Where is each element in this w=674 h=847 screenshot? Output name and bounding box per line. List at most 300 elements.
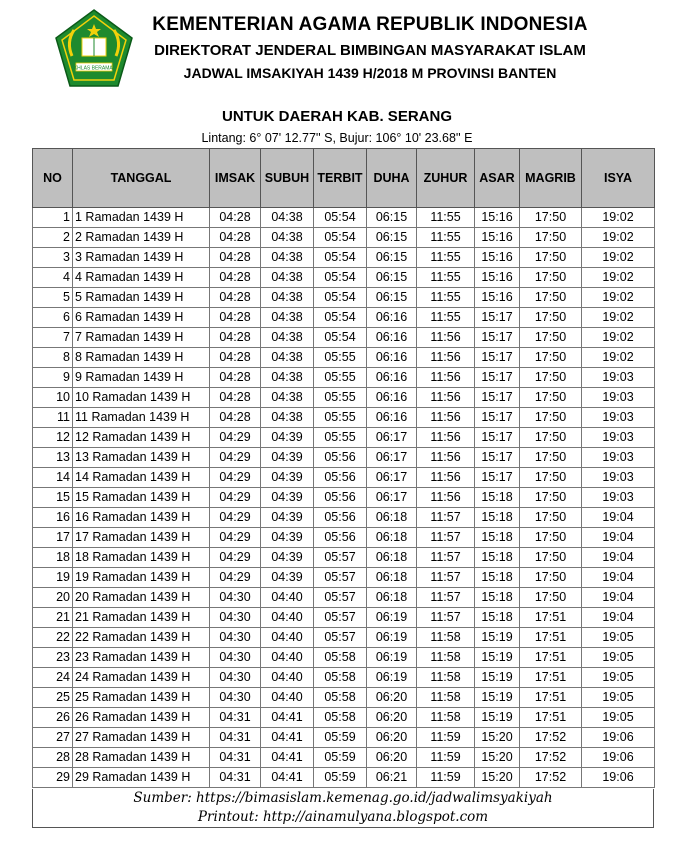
cell-duha: 06:16 [367, 408, 417, 428]
cell-imsak: 04:31 [210, 768, 261, 788]
cell-no: 8 [33, 348, 73, 368]
cell-terbit: 05:54 [314, 308, 367, 328]
cell-magrib: 17:50 [520, 388, 582, 408]
table-row [33, 588, 655, 608]
cell-subuh: 04:38 [261, 248, 314, 268]
cell-imsak: 04:28 [210, 248, 261, 268]
cell-isya: 19:04 [582, 588, 655, 608]
cell-subuh: 04:38 [261, 388, 314, 408]
source-note: Sumber: https://bimasislam.kemenag.go.id/jadwalimsyakiyah [133, 790, 553, 806]
cell-terbit: 05:54 [314, 208, 367, 228]
table-row [33, 208, 655, 228]
cell-no: 20 [33, 588, 73, 608]
cell-tanggal: 19 Ramadan 1439 H [73, 568, 210, 588]
table-row [33, 768, 655, 788]
col-header-terbit: TERBIT [314, 149, 367, 208]
cell-imsak: 04:30 [210, 588, 261, 608]
table-row [33, 248, 655, 268]
cell-terbit: 05:55 [314, 388, 367, 408]
col-header-isya: ISYA [582, 149, 655, 208]
cell-zuhur: 11:57 [417, 548, 475, 568]
cell-no: 19 [33, 568, 73, 588]
cell-terbit: 05:54 [314, 288, 367, 308]
cell-asar: 15:17 [475, 308, 520, 328]
cell-terbit: 05:57 [314, 588, 367, 608]
cell-magrib: 17:50 [520, 528, 582, 548]
cell-asar: 15:18 [475, 528, 520, 548]
cell-isya: 19:03 [582, 428, 655, 448]
cell-zuhur: 11:57 [417, 588, 475, 608]
cell-duha: 06:18 [367, 588, 417, 608]
logo-motto: IKHLAS BERAMAL [72, 65, 116, 72]
cell-tanggal: 11 Ramadan 1439 H [73, 408, 210, 428]
ministry-title: KEMENTERIAN AGAMA REPUBLIK INDONESIA [152, 14, 588, 35]
cell-isya: 19:02 [582, 248, 655, 268]
cell-no: 28 [33, 748, 73, 768]
cell-isya: 19:05 [582, 668, 655, 688]
cell-magrib: 17:51 [520, 708, 582, 728]
cell-magrib: 17:50 [520, 348, 582, 368]
cell-no: 21 [33, 608, 73, 628]
cell-magrib: 17:50 [520, 488, 582, 508]
cell-no: 5 [33, 288, 73, 308]
cell-asar: 15:16 [475, 248, 520, 268]
cell-isya: 19:04 [582, 508, 655, 528]
cell-subuh: 04:38 [261, 308, 314, 328]
cell-imsak: 04:28 [210, 228, 261, 248]
cell-imsak: 04:30 [210, 608, 261, 628]
cell-duha: 06:16 [367, 348, 417, 368]
cell-magrib: 17:50 [520, 548, 582, 568]
cell-zuhur: 11:56 [417, 328, 475, 348]
cell-duha: 06:15 [367, 248, 417, 268]
cell-zuhur: 11:55 [417, 288, 475, 308]
cell-subuh: 04:38 [261, 368, 314, 388]
cell-magrib: 17:51 [520, 688, 582, 708]
cell-tanggal: 27 Ramadan 1439 H [73, 728, 210, 748]
cell-magrib: 17:50 [520, 288, 582, 308]
table-row [33, 428, 655, 448]
cell-no: 27 [33, 728, 73, 748]
cell-isya: 19:04 [582, 548, 655, 568]
cell-terbit: 05:55 [314, 368, 367, 388]
cell-tanggal: 18 Ramadan 1439 H [73, 548, 210, 568]
cell-no: 26 [33, 708, 73, 728]
schedule-title: JADWAL IMSAKIYAH 1439 H/2018 M PROVINSI BANTEN [183, 65, 557, 81]
cell-isya: 19:04 [582, 568, 655, 588]
cell-duha: 06:15 [367, 208, 417, 228]
cell-terbit: 05:56 [314, 468, 367, 488]
cell-duha: 06:19 [367, 608, 417, 628]
table-row [33, 608, 655, 628]
cell-imsak: 04:29 [210, 508, 261, 528]
cell-magrib: 17:50 [520, 368, 582, 388]
cell-zuhur: 11:56 [417, 348, 475, 368]
cell-subuh: 04:41 [261, 748, 314, 768]
cell-asar: 15:19 [475, 628, 520, 648]
region-title: UNTUK DAERAH KAB. SERANG [221, 108, 452, 125]
cell-terbit: 05:56 [314, 528, 367, 548]
table-row [33, 308, 655, 328]
cell-imsak: 04:28 [210, 408, 261, 428]
cell-subuh: 04:38 [261, 328, 314, 348]
cell-isya: 19:02 [582, 208, 655, 228]
cell-imsak: 04:28 [210, 268, 261, 288]
cell-subuh: 04:39 [261, 448, 314, 468]
cell-no: 22 [33, 628, 73, 648]
cell-subuh: 04:39 [261, 468, 314, 488]
cell-imsak: 04:28 [210, 348, 261, 368]
cell-asar: 15:17 [475, 408, 520, 428]
cell-no: 2 [33, 228, 73, 248]
cell-magrib: 17:50 [520, 268, 582, 288]
cell-no: 10 [33, 388, 73, 408]
cell-tanggal: 14 Ramadan 1439 H [73, 468, 210, 488]
cell-magrib: 17:51 [520, 608, 582, 628]
cell-asar: 15:18 [475, 488, 520, 508]
cell-no: 11 [33, 408, 73, 428]
cell-tanggal: 17 Ramadan 1439 H [73, 528, 210, 548]
cell-terbit: 05:58 [314, 668, 367, 688]
kemenag-logo-icon [52, 8, 136, 88]
cell-tanggal: 6 Ramadan 1439 H [73, 308, 210, 328]
cell-zuhur: 11:56 [417, 408, 475, 428]
cell-terbit: 05:59 [314, 768, 367, 788]
cell-isya: 19:02 [582, 268, 655, 288]
cell-asar: 15:19 [475, 708, 520, 728]
cell-isya: 19:04 [582, 528, 655, 548]
cell-magrib: 17:50 [520, 228, 582, 248]
cell-terbit: 05:54 [314, 248, 367, 268]
cell-asar: 15:16 [475, 228, 520, 248]
cell-zuhur: 11:55 [417, 228, 475, 248]
cell-tanggal: 3 Ramadan 1439 H [73, 248, 210, 268]
cell-imsak: 04:28 [210, 208, 261, 228]
cell-no: 3 [33, 248, 73, 268]
cell-tanggal: 2 Ramadan 1439 H [73, 228, 210, 248]
cell-magrib: 17:51 [520, 648, 582, 668]
cell-imsak: 04:30 [210, 628, 261, 648]
document-header [0, 0, 674, 148]
cell-isya: 19:05 [582, 708, 655, 728]
table-row [33, 728, 655, 748]
cell-isya: 19:03 [582, 488, 655, 508]
cell-duha: 06:17 [367, 468, 417, 488]
table-body [33, 208, 655, 788]
cell-no: 25 [33, 688, 73, 708]
cell-isya: 19:03 [582, 448, 655, 468]
table-header-row [33, 149, 655, 208]
cell-magrib: 17:50 [520, 248, 582, 268]
cell-zuhur: 11:58 [417, 688, 475, 708]
cell-asar: 15:19 [475, 648, 520, 668]
cell-magrib: 17:51 [520, 668, 582, 688]
cell-zuhur: 11:55 [417, 268, 475, 288]
cell-zuhur: 11:56 [417, 468, 475, 488]
cell-asar: 15:18 [475, 588, 520, 608]
cell-subuh: 04:40 [261, 648, 314, 668]
cell-duha: 06:19 [367, 648, 417, 668]
cell-tanggal: 24 Ramadan 1439 H [73, 668, 210, 688]
cell-imsak: 04:28 [210, 308, 261, 328]
cell-imsak: 04:28 [210, 388, 261, 408]
cell-isya: 19:02 [582, 328, 655, 348]
cell-zuhur: 11:57 [417, 508, 475, 528]
cell-isya: 19:03 [582, 468, 655, 488]
cell-zuhur: 11:55 [417, 208, 475, 228]
col-header-imsak: IMSAK [210, 149, 261, 208]
cell-terbit: 05:57 [314, 548, 367, 568]
cell-no: 7 [33, 328, 73, 348]
printout-note: Printout: http://ainamulyana.blogspot.com [197, 809, 489, 825]
cell-tanggal: 22 Ramadan 1439 H [73, 628, 210, 648]
cell-isya: 19:03 [582, 368, 655, 388]
cell-no: 1 [33, 208, 73, 228]
table-row [33, 268, 655, 288]
cell-subuh: 04:39 [261, 568, 314, 588]
cell-isya: 19:03 [582, 408, 655, 428]
cell-duha: 06:15 [367, 268, 417, 288]
cell-no: 29 [33, 768, 73, 788]
cell-terbit: 05:54 [314, 268, 367, 288]
cell-duha: 06:21 [367, 768, 417, 788]
cell-asar: 15:17 [475, 328, 520, 348]
table-row [33, 408, 655, 428]
cell-subuh: 04:38 [261, 228, 314, 248]
table-row [33, 528, 655, 548]
cell-asar: 15:17 [475, 428, 520, 448]
cell-subuh: 04:40 [261, 668, 314, 688]
cell-imsak: 04:29 [210, 488, 261, 508]
cell-asar: 15:20 [475, 748, 520, 768]
cell-duha: 06:17 [367, 448, 417, 468]
cell-terbit: 05:56 [314, 488, 367, 508]
cell-magrib: 17:50 [520, 508, 582, 528]
cell-tanggal: 25 Ramadan 1439 H [73, 688, 210, 708]
table-row [33, 748, 655, 768]
cell-zuhur: 11:58 [417, 708, 475, 728]
table-row [33, 368, 655, 388]
cell-duha: 06:15 [367, 288, 417, 308]
cell-no: 17 [33, 528, 73, 548]
cell-tanggal: 26 Ramadan 1439 H [73, 708, 210, 728]
cell-subuh: 04:40 [261, 628, 314, 648]
cell-duha: 06:19 [367, 668, 417, 688]
table-row [33, 488, 655, 508]
cell-terbit: 05:57 [314, 628, 367, 648]
cell-imsak: 04:29 [210, 468, 261, 488]
cell-asar: 15:16 [475, 288, 520, 308]
cell-isya: 19:05 [582, 688, 655, 708]
cell-isya: 19:06 [582, 768, 655, 788]
table-row [33, 708, 655, 728]
cell-isya: 19:06 [582, 728, 655, 748]
cell-imsak: 04:31 [210, 708, 261, 728]
cell-no: 23 [33, 648, 73, 668]
table-row [33, 548, 655, 568]
cell-tanggal: 9 Ramadan 1439 H [73, 368, 210, 388]
cell-subuh: 04:40 [261, 688, 314, 708]
cell-tanggal: 28 Ramadan 1439 H [73, 748, 210, 768]
cell-tanggal: 1 Ramadan 1439 H [73, 208, 210, 228]
cell-zuhur: 11:56 [417, 388, 475, 408]
cell-zuhur: 11:57 [417, 608, 475, 628]
cell-zuhur: 11:58 [417, 668, 475, 688]
cell-magrib: 17:50 [520, 428, 582, 448]
cell-duha: 06:16 [367, 308, 417, 328]
cell-isya: 19:03 [582, 388, 655, 408]
cell-tanggal: 7 Ramadan 1439 H [73, 328, 210, 348]
cell-subuh: 04:39 [261, 428, 314, 448]
table-row [33, 668, 655, 688]
cell-tanggal: 23 Ramadan 1439 H [73, 648, 210, 668]
cell-terbit: 05:56 [314, 508, 367, 528]
cell-zuhur: 11:56 [417, 368, 475, 388]
table-row [33, 388, 655, 408]
cell-magrib: 17:50 [520, 448, 582, 468]
cell-imsak: 04:29 [210, 568, 261, 588]
cell-duha: 06:20 [367, 728, 417, 748]
cell-isya: 19:04 [582, 608, 655, 628]
cell-isya: 19:06 [582, 748, 655, 768]
cell-zuhur: 11:57 [417, 528, 475, 548]
cell-tanggal: 16 Ramadan 1439 H [73, 508, 210, 528]
cell-subuh: 04:39 [261, 508, 314, 528]
cell-duha: 06:18 [367, 528, 417, 548]
cell-terbit: 05:55 [314, 408, 367, 428]
cell-zuhur: 11:59 [417, 728, 475, 748]
cell-subuh: 04:38 [261, 208, 314, 228]
cell-zuhur: 11:56 [417, 488, 475, 508]
cell-asar: 15:17 [475, 448, 520, 468]
cell-duha: 06:17 [367, 488, 417, 508]
cell-terbit: 05:59 [314, 728, 367, 748]
cell-terbit: 05:54 [314, 228, 367, 248]
cell-asar: 15:20 [475, 768, 520, 788]
col-header-asar: ASAR [475, 149, 520, 208]
cell-magrib: 17:50 [520, 208, 582, 228]
cell-asar: 15:19 [475, 688, 520, 708]
coordinates: Lintang: 6° 07' 12.77'' S, Bujur: 106° 10' 23.68'' E [201, 131, 473, 145]
table-row [33, 568, 655, 588]
col-header-subuh: SUBUH [261, 149, 314, 208]
cell-no: 13 [33, 448, 73, 468]
cell-no: 14 [33, 468, 73, 488]
cell-subuh: 04:38 [261, 348, 314, 368]
table-row [33, 648, 655, 668]
cell-magrib: 17:50 [520, 328, 582, 348]
cell-asar: 15:16 [475, 268, 520, 288]
cell-zuhur: 11:56 [417, 448, 475, 468]
cell-magrib: 17:50 [520, 468, 582, 488]
cell-magrib: 17:50 [520, 308, 582, 328]
cell-no: 9 [33, 368, 73, 388]
cell-imsak: 04:31 [210, 728, 261, 748]
cell-terbit: 05:57 [314, 608, 367, 628]
cell-subuh: 04:38 [261, 288, 314, 308]
cell-magrib: 17:50 [520, 588, 582, 608]
cell-no: 4 [33, 268, 73, 288]
cell-asar: 15:18 [475, 548, 520, 568]
cell-zuhur: 11:58 [417, 648, 475, 668]
table-row [33, 448, 655, 468]
cell-asar: 15:17 [475, 368, 520, 388]
cell-imsak: 04:30 [210, 648, 261, 668]
cell-zuhur: 11:57 [417, 568, 475, 588]
table-row [33, 508, 655, 528]
cell-terbit: 05:59 [314, 748, 367, 768]
cell-imsak: 04:29 [210, 528, 261, 548]
cell-terbit: 05:54 [314, 328, 367, 348]
cell-asar: 15:18 [475, 508, 520, 528]
cell-magrib: 17:50 [520, 408, 582, 428]
cell-terbit: 05:56 [314, 448, 367, 468]
col-header-tanggal: TANGGAL [73, 149, 210, 208]
cell-duha: 06:20 [367, 748, 417, 768]
cell-subuh: 04:39 [261, 528, 314, 548]
table-row [33, 328, 655, 348]
cell-duha: 06:19 [367, 628, 417, 648]
cell-no: 12 [33, 428, 73, 448]
cell-terbit: 05:57 [314, 568, 367, 588]
cell-duha: 06:18 [367, 548, 417, 568]
cell-isya: 19:05 [582, 648, 655, 668]
cell-magrib: 17:51 [520, 628, 582, 648]
cell-asar: 15:17 [475, 348, 520, 368]
cell-no: 15 [33, 488, 73, 508]
cell-duha: 06:16 [367, 388, 417, 408]
cell-imsak: 04:29 [210, 448, 261, 468]
cell-zuhur: 11:59 [417, 748, 475, 768]
cell-duha: 06:16 [367, 328, 417, 348]
document-footer [32, 789, 654, 828]
cell-tanggal: 10 Ramadan 1439 H [73, 388, 210, 408]
directorate-title: DIREKTORAT JENDERAL BIMBINGAN MASYARAKAT ISLAM [154, 42, 586, 59]
cell-subuh: 04:38 [261, 268, 314, 288]
cell-zuhur: 11:58 [417, 628, 475, 648]
cell-imsak: 04:29 [210, 548, 261, 568]
cell-zuhur: 11:59 [417, 768, 475, 788]
cell-tanggal: 15 Ramadan 1439 H [73, 488, 210, 508]
cell-asar: 15:20 [475, 728, 520, 748]
cell-zuhur: 11:56 [417, 428, 475, 448]
cell-duha: 06:20 [367, 708, 417, 728]
cell-subuh: 04:41 [261, 768, 314, 788]
table-row [33, 228, 655, 248]
cell-tanggal: 13 Ramadan 1439 H [73, 448, 210, 468]
cell-isya: 19:02 [582, 348, 655, 368]
cell-terbit: 05:58 [314, 688, 367, 708]
table-row [33, 468, 655, 488]
col-header-duha: DUHA [367, 149, 417, 208]
cell-magrib: 17:52 [520, 768, 582, 788]
cell-imsak: 04:29 [210, 428, 261, 448]
cell-subuh: 04:39 [261, 548, 314, 568]
cell-duha: 06:18 [367, 568, 417, 588]
cell-subuh: 04:41 [261, 728, 314, 748]
cell-imsak: 04:28 [210, 368, 261, 388]
cell-magrib: 17:52 [520, 728, 582, 748]
cell-duha: 06:16 [367, 368, 417, 388]
col-header-magrib: MAGRIB [520, 149, 582, 208]
cell-imsak: 04:30 [210, 668, 261, 688]
cell-duha: 06:15 [367, 228, 417, 248]
table-row [33, 288, 655, 308]
cell-terbit: 05:58 [314, 708, 367, 728]
cell-tanggal: 8 Ramadan 1439 H [73, 348, 210, 368]
cell-asar: 15:17 [475, 388, 520, 408]
table-row [33, 628, 655, 648]
